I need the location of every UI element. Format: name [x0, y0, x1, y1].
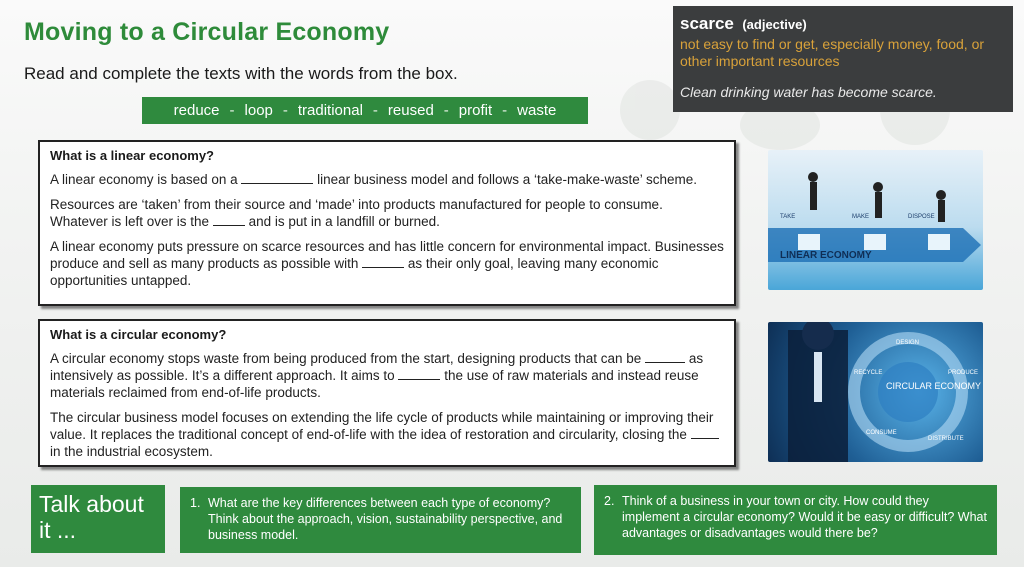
- word-separator: -: [282, 102, 288, 119]
- definition-word: scarce: [680, 14, 734, 33]
- businessman-head: [873, 182, 883, 192]
- businessman-head: [936, 190, 946, 200]
- take-icon: [798, 234, 820, 250]
- question-number: 2.: [604, 494, 615, 508]
- word-loop: loop: [244, 102, 273, 119]
- circular-center-label: CIRCULAR ECONOMY: [886, 381, 982, 391]
- illus-label-dispose: DISPOSE: [908, 214, 935, 220]
- circular-economy-graphic: [768, 322, 983, 462]
- word-profit: profit: [458, 102, 493, 119]
- word-reused: reused: [387, 102, 434, 119]
- definition-part-of-speech: (adjective): [742, 17, 807, 32]
- definition-box: [673, 6, 1013, 112]
- blank-field[interactable]: [691, 427, 719, 439]
- linear-economy-heading: What is a linear economy?: [50, 148, 214, 163]
- shirt-tie: [814, 352, 822, 402]
- circular-economy-illustration: [768, 322, 983, 462]
- definition-meaning: not easy to find or get, especially money, food, or other important resources: [680, 36, 985, 69]
- illus-label-produce: PRODUCE: [948, 370, 979, 376]
- blank-field[interactable]: [398, 368, 440, 380]
- word-separator: -: [443, 102, 449, 119]
- word-reduce: reduce: [173, 102, 220, 119]
- instructions: Read and complete the texts with the words from the box.: [24, 64, 458, 83]
- word-box: [142, 97, 588, 124]
- word-separator: -: [502, 102, 508, 119]
- discussion-question-2: [594, 485, 997, 555]
- illus-label-distribute: DISTRIBUTE: [928, 436, 964, 442]
- illus-label-consume: CONSUME: [866, 430, 897, 436]
- circular-paragraph-2: The circular business model focuses on extending the life cycle of products while maintaining or improving their value. It replaces the traditional concept of end-of-life with the idea of restoration and circularity, closing the in the industrial ecosystem.: [50, 409, 724, 460]
- definition-example: Clean drinking water has become scarce.: [680, 84, 937, 100]
- circular-paragraph-1: A circular economy stops waste from being produced from the start, designing products that can be as intensively as possible. It’s a different approach. It aims to the use of raw materials and instead reuse materials reclaimed from end-of-life products.: [50, 351, 704, 400]
- linear-economy-illustration: [768, 150, 983, 290]
- discussion-question-1: [180, 487, 581, 553]
- linear-paragraph-2: Resources are ‘taken’ from their source and ‘made’ into products manufactured for people to consume. Whatever is left over is the and is put in a landfill or burned.: [50, 197, 663, 229]
- linear-economy-graphic: [768, 150, 983, 290]
- blank-field[interactable]: [213, 214, 245, 226]
- illus-caption-linear: LINEAR ECONOMY: [780, 250, 872, 261]
- circular-economy-panel: [38, 319, 736, 467]
- businessman-figure: [875, 192, 882, 218]
- illus-label-take: TAKE: [780, 214, 796, 220]
- linear-paragraph-1: A linear economy is based on a linear business model and follows a ‘take-make-waste’ scheme.: [50, 172, 698, 187]
- illus-label-recycle: RECYCLE: [854, 370, 883, 376]
- word-separator: -: [229, 102, 235, 119]
- circular-center: [878, 362, 938, 422]
- blank-field[interactable]: [645, 351, 685, 363]
- question-number: 1.: [190, 496, 201, 510]
- businessman-figure: [938, 200, 945, 222]
- page-title: Moving to a Circular Economy: [24, 18, 390, 46]
- word-separator: -: [372, 102, 378, 119]
- blank-field[interactable]: [241, 172, 313, 184]
- businessman-figure: [810, 182, 817, 210]
- illus-label-design: DESIGN: [896, 340, 920, 346]
- word-waste: waste: [517, 102, 557, 119]
- talk-about-it-label: Talk about it ...: [31, 485, 165, 553]
- blank-field[interactable]: [362, 256, 404, 268]
- word-traditional: traditional: [297, 102, 363, 119]
- make-icon: [864, 234, 886, 250]
- dispose-icon: [928, 234, 950, 250]
- businessman-head: [808, 172, 818, 182]
- linear-paragraph-3: A linear economy puts pressure on scarce resources and has little concern for environmental impact. Businesses produce and sell as many products as possible with as their only goal, leaving many economic opportunities untapped.: [50, 239, 724, 288]
- linear-economy-panel: [38, 140, 736, 306]
- circular-economy-heading: What is a circular economy?: [50, 327, 227, 342]
- question-text: Think of a business in your town or city. How could they implement a circular economy? Would it be easy or difficult? What advantages or disadvantages would there be?: [622, 494, 987, 540]
- question-text: What are the key differences between each type of economy? Think about the approach, vision, sustainability perspective, and business model.: [208, 496, 563, 542]
- illus-label-make: MAKE: [852, 214, 870, 220]
